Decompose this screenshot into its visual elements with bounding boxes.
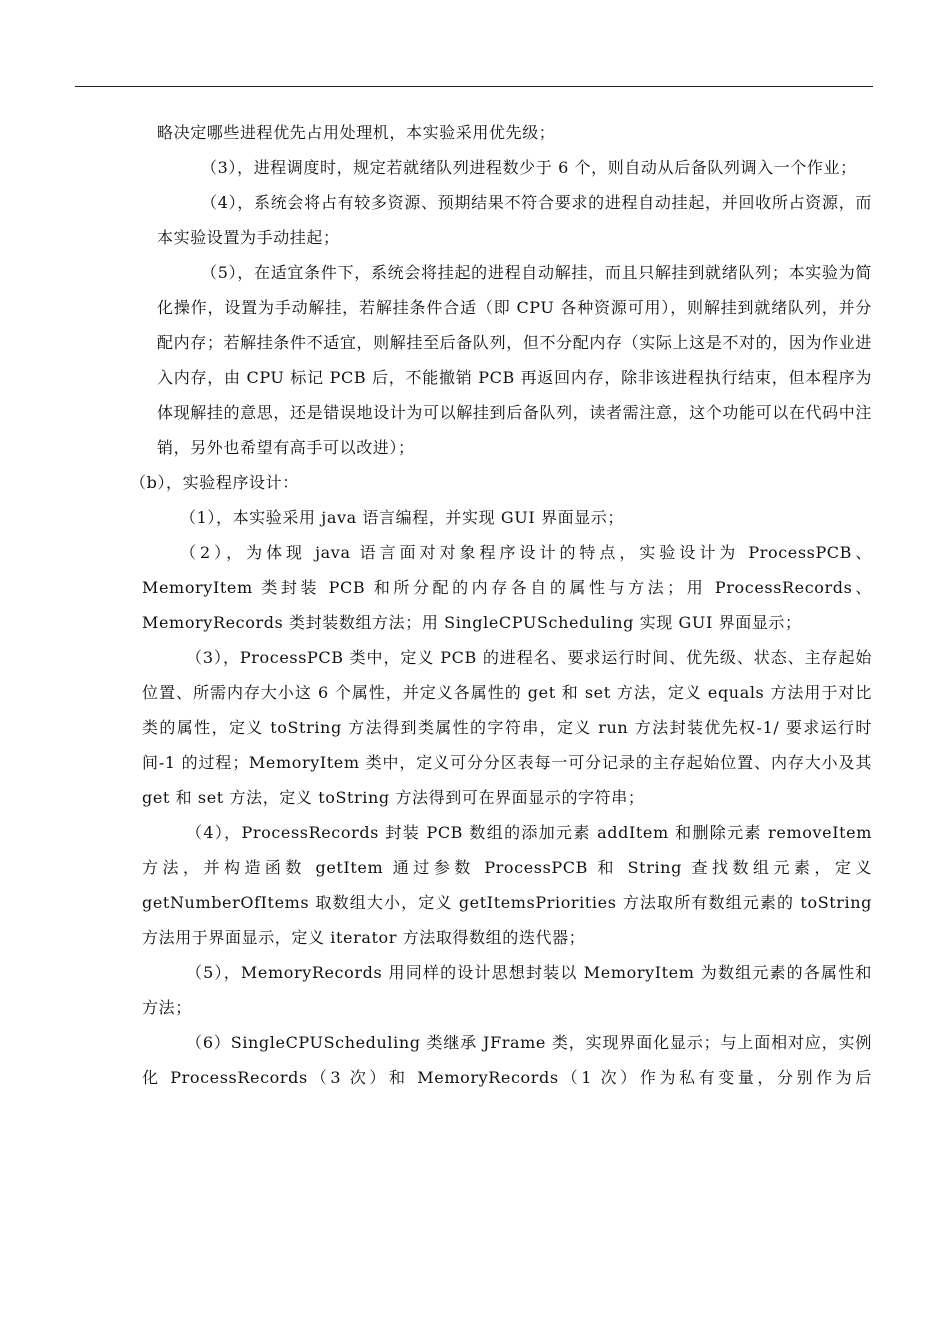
paragraph-design-6: （6）SingleCPUScheduling 类继承 JFrame 类，实现界面化显示；与上面相对应，实例化 ProcessRecords（3 次）和 MemoryRecords（1 次）作为私有变量，分别作为后 xyxy=(142,1033,872,1087)
paragraph-design-5: （5），MemoryRecords 用同样的设计思想封装以 MemoryItem 为数组元素的各属性和方法； xyxy=(142,963,872,1017)
paragraph-design-4: （4），ProcessRecords 封装 PCB 数组的添加元素 addItem 和删除元素 removeItem 方法，并构造函数 getItem 通过参数 ProcessPCB 和 String 查找数组元素，定义 getNumberOfItems 取数组大小，定义 getItemsPriorities 方法取所有数组元素的 toString 方法用于界面显示，定义 iterator 方法取得数组的迭代器； xyxy=(142,823,872,947)
paragraph-design-3: （3），ProcessPCB 类中，定义 PCB 的进程名、要求运行时间、优先级、状态、主存起始位置、所需内存大小这 6 个属性，并定义各属性的 get 和 set 方法，定义 equals 方法用于对比类的属性，定义 toString 方法得到类属性的字符串，定义 run 方法封装优先权-1/ 要求运行时间-1 的过程；MemoryItem 类中，定义可分分区表每一可分记录的主存起始位置、内存大小及其 get 和 set 方法，定义 toString 方法得到可在界面显示的字符串； xyxy=(142,648,872,807)
paragraph-item-3-scheduling: （3），进程调度时，规定若就绪队列进程数少于 6 个，则自动从后备队列调入一个作业； xyxy=(201,158,857,177)
header-rule xyxy=(75,86,873,87)
paragraph-item-4-suspend: （4），系统会将占有较多资源、预期结果不符合要求的进程自动挂起，并回收所占资源，而本实验设置为手动挂起； xyxy=(157,193,872,247)
paragraph-design-1: （1），本实验采用 java 语言编程，并实现 GUI 界面显示； xyxy=(180,508,624,527)
section-heading-b: （b），实验程序设计： xyxy=(130,473,299,492)
paragraph-design-2: （2），为体现 java 语言面对对象程序设计的特点，实验设计为 ProcessPCB、MemoryItem 类封装 PCB 和所分配的内存各自的属性与方法；用 ProcessRecords、MemoryRecords 类封装数组方法；用 SingleCPUScheduling 实现 GUI 界面显示； xyxy=(142,543,872,632)
document-body xyxy=(0,115,950,1095)
paragraph-strategy-end: 略决定哪些进程优先占用处理机，本实验采用优先级； xyxy=(157,123,556,142)
paragraph-item-5-resume: （5），在适宜条件下，系统会将挂起的进程自动解挂，而且只解挂到就绪队列；本实验为简化操作，设置为手动解挂，若解挂条件合适（即 CPU 各种资源可用），则解挂到就绪队列，并分配内存；若解挂条件不适宜，则解挂至后备队列，但不分配内存（实际上这是不对的，因为作业进入内存，由 CPU 标记 PCB 后，不能撤销 PCB 再返回内存，除非该进程执行结束，但本程序为体现解挂的意思，还是错误地设计为可以解挂到后备队列，读者需注意，这个功能可以在代码中注销，另外也希望有高手可以改进）； xyxy=(157,263,872,457)
